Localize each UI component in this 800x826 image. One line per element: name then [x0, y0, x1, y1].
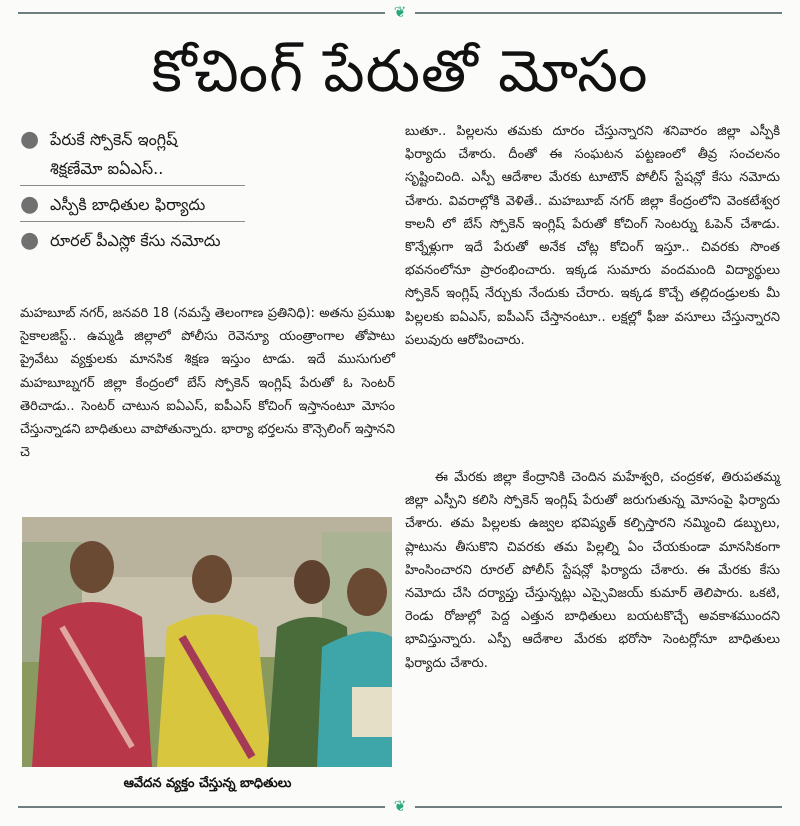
- news-photo: [22, 517, 392, 767]
- body-right-paragraph-2: ఈ మేరకు జిల్లా కేంద్రానికి చెందిన మహేశ్వరి, చంద్రకళ, తిరుపతమ్మ జిల్లా ఎస్పీని కలిసి స్పోకెన్ ఇంగ్లిష్ పేరుతో జరుగుతున్న మోసంపై ఫిర్యాదు చేశారు. తమ పిల్లలకు ఉజ్వల భవిష్యత్ కల్పిస్తారని నమ్మించి డబ్బులు, ప్లాటును తీసుకొని చివరకు తమ పిల్లల్ని ఏం చేయకుండా మానసికంగా హింసించారని రూరల్ పోలీస్ స్టేషన్లో ఫిర్యాదు చేశారు. ఈ మేరకు కేసు నమోదు చేసి దర్యాప్తు చేస్తున్నట్లు ఎస్సైవిజయ్ కుమార్ తెలిపారు. ఒకటి, రెండు రోజుల్లో పెద్ద ఎత్తున బాధితులు బయటకొచ్చే అవకాశముందని భావిస్తున్నారు. ఎస్పీ ఆదేశాల మేరకు భరోసా సెంటర్లోనూ బాధితులు ఫిర్యాదు చేశారు.: [405, 470, 780, 671]
- leaf-ornament-icon: ❦: [385, 3, 415, 21]
- highlight-line: శిక్షణేమో ఐఏఎస్..: [50, 159, 164, 178]
- bullet-dot-icon: ●: [20, 192, 40, 217]
- body-right-paragraph-1: బుతూ.. పిల్లలను తమకు దూరం చేస్తున్నారని శనివారం జిల్లా ఎస్పీకి ఫిర్యాదు చేశారు. దీంతో ఈ సంఘటన పట్టణంలో తీవ్ర సంచలనం సృష్టించింది. ఎస్పీ ఆదేశాల మేరకు టూటౌన్ పోలీస్ స్టేషన్లో కేసు నమోదు చేశారు. వివరాల్లోకి వెళితే.. మహబూబ్ నగర్ జిల్లా కేంద్రంలోని వెంకటేశ్వర కాలనీ లో బేస్ స్పోకెన్ ఇంగ్లిష్ పేరుతో కోచింగ్ సెంటర్ను ఓపెన్ చేశాడు. కొన్నేళ్లుగా ఇదే పేరుతో అనేక చోట్ల కోచింగ్ ఇస్తూ.. చివరకు సొంత భవనంలోనూ ప్రారంభించారు. ఇక్కడ సుమారు వందమంది విద్యార్థులు స్పోకెన్ ఇంగ్లిష్ నేర్చుకు నేందుకు చేరారు. ఇక్కడ కొచ్చే తల్లిదండ్రులకు మీ పిల్లలకు ఐఏఎస్, ఐపీఎస్ చేస్తానంటూ.. లక్షల్లో ఫీజు వసూలు చేస్తున్నారని పలువురు ఆరోపించారు.: [405, 124, 780, 348]
- highlight-item: [20, 226, 310, 257]
- highlight-line: రూరల్ పీఎస్లో కేసు నమోదు: [50, 231, 221, 250]
- highlights: [20, 125, 395, 261]
- leaf-ornament-icon: ❦: [385, 797, 415, 815]
- highlight-item: [20, 125, 245, 186]
- highlight-line: పేరుకే స్పోకెన్ ఇంగ్లిష్: [50, 130, 178, 149]
- body-left-paragraph: మహబూబ్ నగర్, జనవరి 18 (నమస్తే తెలంగాణ ప్రతినిధి): అతను ప్రముఖ సైకాలజిస్ట్.. ఉమ్మడి జిల్లాలో పోలీసు రెవెన్యూ యంత్రాంగాల తోపాటు ప్రైవేటు వ్యక్తులకు మానసిక శిక్షణ ఇస్తుం టాడు. ఇదే ముసుగులో మహబూబ్నగర్ జిల్లా కేంద్రంలో బేస్ స్పోకెన్ ఇంగ్లిష్ పేరుతో ఓ సెంటర్ తెరిచాడు.. సెంటర్ చాటున ఐఏఎస్, ఐపీఎస్ కోచింగ్ ఇస్తానంటూ మోసం చేస్తున్నాడని బాధితులు వాపోతున్నారు. భార్యా భర్తలను కౌన్సెలింగ్ ఇస్తానని చె: [20, 306, 395, 461]
- bullet-dot-icon: ●: [20, 127, 40, 152]
- highlight-item: [20, 190, 245, 222]
- photo-caption: ఆవేదన వ్యక్తం చేస్తున్న బాధితులు: [123, 776, 292, 791]
- bullet-dot-icon: ●: [20, 228, 40, 253]
- headline: కోచింగ్ పేరుతో మోసం: [151, 37, 649, 105]
- highlight-line: ఎస్పీకి బాధితుల ఫిర్యాదు: [50, 195, 206, 214]
